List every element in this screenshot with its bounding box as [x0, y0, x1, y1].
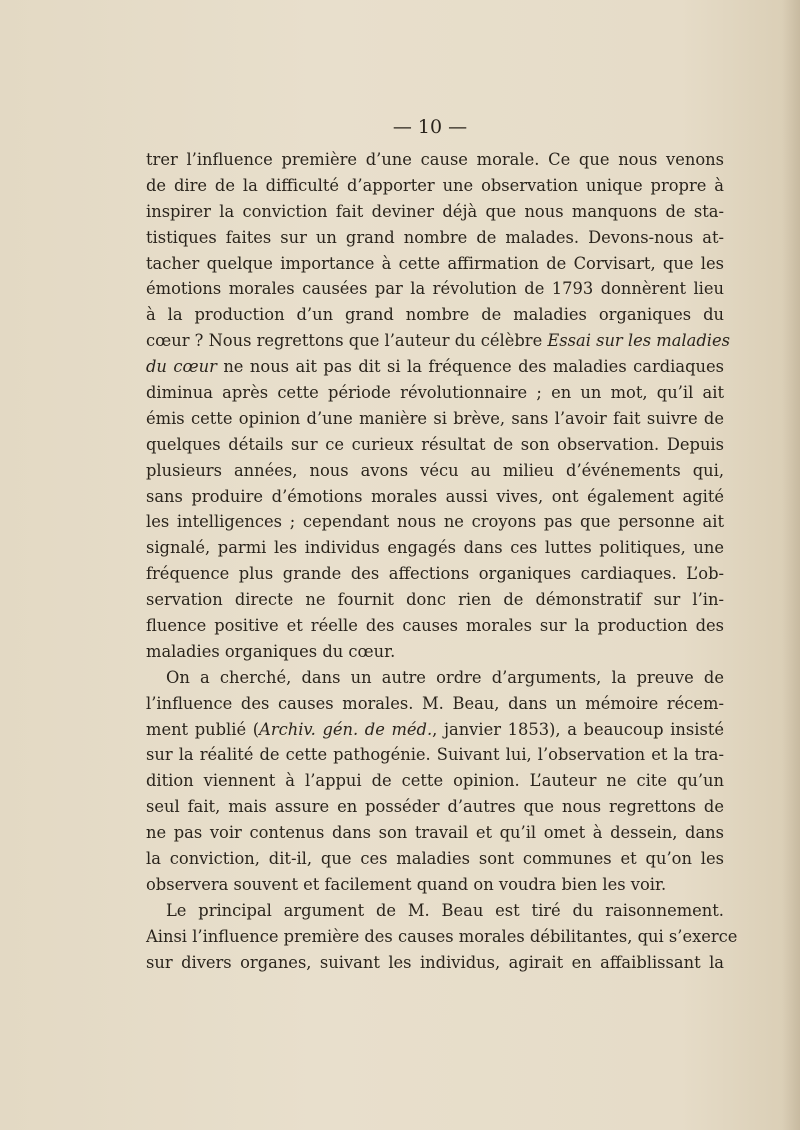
- text-line: à la production d’un grand nombre de maladies organiques du: [146, 305, 724, 325]
- text-segment: ment publié (: [146, 719, 260, 739]
- text-line: signalé, parmi les individus engagés dans ces luttes politiques, une: [146, 538, 724, 558]
- text-line: observera souvent et facilement quand on voudra bien les voir.: [146, 874, 667, 894]
- text-segment: cœur ? Nous regrettons que l’auteur du célèbre: [146, 331, 548, 351]
- text-line: émotions morales causées par la révolution de 1793 donnèrent lieu: [146, 279, 724, 299]
- text-line: inspirer la conviction fait deviner déjà que nous manquons de sta-: [146, 201, 724, 221]
- text-line: fréquence plus grande des affections organiques cardiaques. L’ob-: [146, 564, 724, 584]
- text-line: tistiques faites sur un grand nombre de malades. Devons-nous at-: [146, 227, 724, 247]
- text-line: sur divers organes, suivant les individus, agirait en affaiblissant la: [146, 952, 724, 972]
- text-line: de dire de la difficulté d’apporter une observation unique propre à: [146, 175, 724, 195]
- text-segment: , janvier 1853), a beaucoup insisté: [432, 719, 724, 739]
- text-line: Le principal argument de M. Beau est tiré du raisonnement.: [166, 900, 724, 920]
- text-line: émis cette opinion d’une manière si brève, sans l’avoir fait suivre de: [146, 408, 724, 428]
- text-line: [146, 717, 724, 743]
- text-line: la conviction, dit-il, que ces maladies sont communes et qu’on les: [146, 849, 724, 869]
- text-line: les intelligences ; cependant nous ne croyons pas que personne ait: [146, 512, 724, 532]
- text-line: trer l’influence première d’une cause morale. Ce que nous venons: [146, 150, 724, 169]
- text-segment: ne nous ait pas dit si la fréquence des maladies cardiaques: [216, 357, 724, 377]
- text-line: fluence positive et réelle des causes morales sur la production des: [146, 616, 724, 636]
- text-line: Ainsi l’influence première des causes morales débilitantes, qui s’exerce: [146, 926, 738, 946]
- text-line: On a cherché, dans un autre ordre d’arguments, la preuve de: [166, 667, 724, 687]
- text-line: seul fait, mais assure en posséder d’autres que nous regrettons de: [146, 797, 724, 817]
- text-line: [146, 328, 730, 354]
- text-line: quelques détails sur ce curieux résultat de son observation. Depuis: [146, 434, 724, 454]
- italic-title: Archiv. gén. de méd.: [259, 719, 433, 739]
- text-line: dition viennent à l’appui de cette opinion. L’auteur ne cite qu’un: [146, 771, 724, 791]
- text-line: servation directe ne fournit donc rien de démonstratif sur l’in-: [146, 590, 724, 610]
- text-line: diminua après cette période révolutionnaire ; en un mot, qu’il ait: [146, 383, 724, 403]
- text-line: ne pas voir contenus dans son travail et qu’il omet à dessein, dans: [146, 823, 724, 843]
- page-edge-shadow: [782, 0, 800, 1130]
- text-line: [146, 354, 724, 380]
- italic-title: Essai sur les maladies: [547, 331, 730, 351]
- text-line: l’influence des causes morales. M. Beau, dans un mémoire récem-: [146, 693, 724, 713]
- body-text: [146, 147, 738, 976]
- text-line: plusieurs années, nous avons vécu au milieu d’événements qui,: [146, 460, 724, 480]
- text-line: tacher quelque importance à cette affirmation de Corvisart, que les: [146, 253, 724, 273]
- text-line: sur la réalité de cette pathogénie. Suivant lui, l’observation et la tra-: [146, 745, 724, 765]
- text-line: sans produire d’émotions morales aussi vives, ont également agité: [146, 486, 724, 506]
- text-line: maladies organiques du cœur.: [146, 641, 396, 661]
- italic-title: du cœur: [146, 357, 217, 377]
- page-number: — 10 —: [392, 116, 468, 138]
